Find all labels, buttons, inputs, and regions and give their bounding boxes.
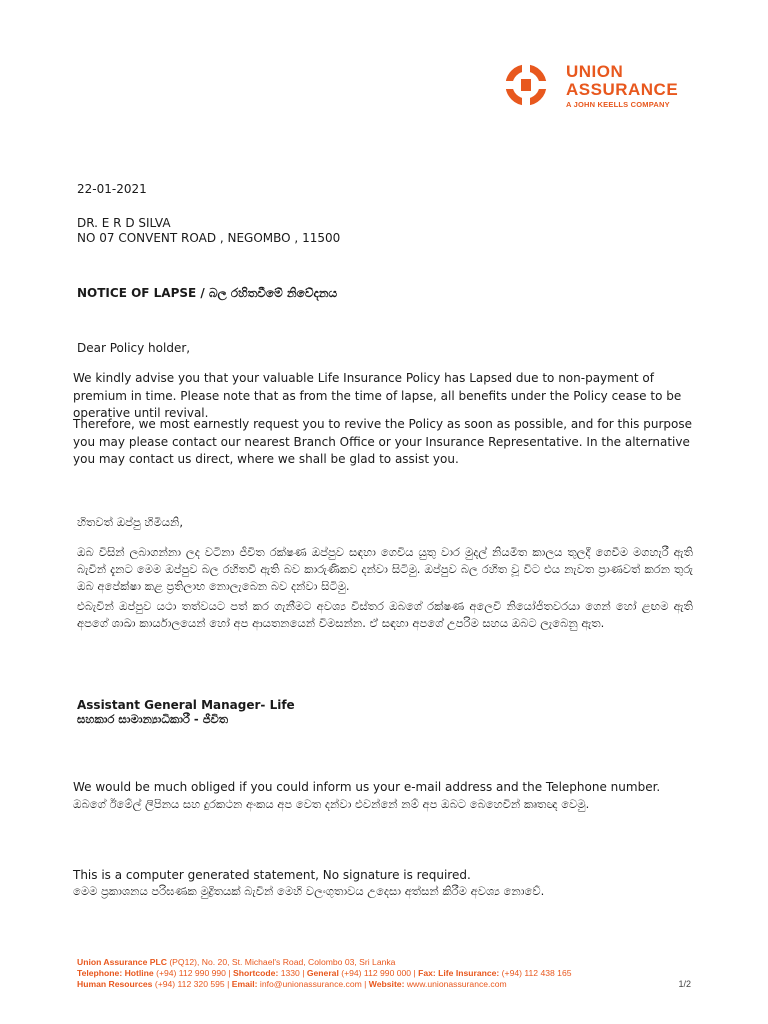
page-number: 1/2 xyxy=(678,979,691,989)
paragraph-revive-english: Therefore, we most earnestly request you to revive the Policy as soon as possible, and for this purpose you may please contact our nearest Branch Office or your Insurance Representative. In the alternative you may contact us direct, where we shall be glad to assist you. xyxy=(73,417,692,466)
footer-shortcode-label: Shortcode: xyxy=(232,968,279,978)
logo-text xyxy=(566,63,678,109)
footer-fax: (+94) 112 438 165 xyxy=(499,968,572,978)
signatory-title-english: Assistant General Manager- Life xyxy=(77,698,295,712)
footer-hr-line xyxy=(77,979,677,990)
footer-telephone-label: Telephone: Hotline xyxy=(77,968,154,978)
footer-hr: (+94) 112 320 595 | xyxy=(152,979,232,989)
letter-date: 22-01-2021 xyxy=(77,182,147,196)
salutation-sinhala: හිතවත් ඔප්පු හිමියනි, xyxy=(77,515,183,529)
footer-company-line xyxy=(77,957,677,968)
footer-hr-label: Human Resources xyxy=(77,979,153,989)
computer-generated-note-sinhala: මෙම ප්‍රකාශනය පරිඝණක මුද්‍රිතයක් බැවින් මෙහි වලංගුතාවය උදෙසා අත්සන් කිරීම අවශ්‍ය නොවේ. xyxy=(73,884,545,898)
signatory-title-sinhala: සහකාර සාමාන්‍යාධිකාරී - ජීවිත xyxy=(77,712,229,726)
computer-generated-note-english: This is a computer generated statement, No signature is required. xyxy=(73,868,471,882)
footer-fax-label: Fax: Life Insurance: xyxy=(418,968,500,978)
footer-general: (+94) 112 990 000 | xyxy=(338,968,419,978)
paragraph-revive-sinhala: එබැවින් ඔප්පුව යථා තත්වයට පත් කර ගැනීමට අවශ්‍ය විස්තර ඔබගේ රක්ෂණ අලෙවි නියෝජිතවරයා ගෙන් හෝ ළඟම ඇති අපගේ ශාඛා කාර්යාලයෙන් හෝ අප ආයතනයෙන් විමසන්න. ඒ සඳහා අපගේ උපරිම සහය ඔබට ලැබෙනු ඇත. xyxy=(77,599,693,630)
footer-hotline: (+94) 112 990 990 | xyxy=(153,968,233,978)
logo-name-line1: UNION xyxy=(566,62,624,81)
recipient-name: DR. E R D SILVA xyxy=(77,216,171,230)
contact-request-english: We would be much obliged if you could inform us your e-mail address and the Telephone number. xyxy=(73,780,661,794)
footer-general-label: General xyxy=(306,968,339,978)
paragraph-lapse-sinhala: ඔබ විසින් ලබාගන්නා ලද වටිනා ජීවිත රක්ෂණ ඔප්පුව සඳහා ගෙවිය යුතු වාර මුදල් නියමිත කාලය තුලදී ගෙවීම මගහැරී ඇති බැවින් දැනට මෙම ඔප්පුව බල රහිතවී ඇති බව කාරුණිකව දන්වා සිටිමු. ඔප්පුව බල රහිත වූ විට එය නැවත ප්‍රාණවත් කරන තුරු ඔබ අපේක්ෂා කළ ප්‍රතිලාභ නොලැබෙන බව දන්වා සිටිමු. xyxy=(77,545,693,593)
footer-website[interactable]: www.unionassurance.com xyxy=(404,979,507,989)
footer-company-address: (PQ12), No. 20, St. Michael's Road, Colombo 03, Sri Lanka xyxy=(166,957,396,967)
footer-email[interactable]: info@unionassurance.com | xyxy=(257,979,369,989)
recipient-address: NO 07 CONVENT ROAD , NEGOMBO , 11500 xyxy=(77,231,341,245)
footer-shortcode: 1330 | xyxy=(278,968,307,978)
logo-name-line2: ASSURANCE xyxy=(566,80,679,99)
footer xyxy=(77,957,677,990)
footer-website-label: Website: xyxy=(368,979,405,989)
logo-tagline: A JOHN KEELLS COMPANY xyxy=(566,100,670,109)
salutation-english: Dear Policy holder, xyxy=(77,341,191,355)
footer-company-name: Union Assurance PLC xyxy=(77,957,167,967)
contact-request-sinhala: ඔබගේ ඊමේල් ලිපිනය සහ දුරකථන අංකය අප වෙත දන්වා එවන්නේ නම් අප ඔබට බෙහෙවින් කෘතඥ වෙමු. xyxy=(73,797,590,811)
letter-subject: NOTICE OF LAPSE / බල රහිතවීමේ නිවේදනය xyxy=(77,286,338,300)
paragraph-lapse-english: We kindly advise you that your valuable Life Insurance Policy has Lapsed due to non-payment of premium in time. Please note that as from the time of lapse, all benefits under the Policy cease to be operative until revival. xyxy=(73,371,682,420)
footer-email-label: Email: xyxy=(231,979,258,989)
company-logo xyxy=(502,60,692,110)
union-assurance-logo-icon xyxy=(502,60,558,110)
footer-telephone-line xyxy=(77,968,677,979)
